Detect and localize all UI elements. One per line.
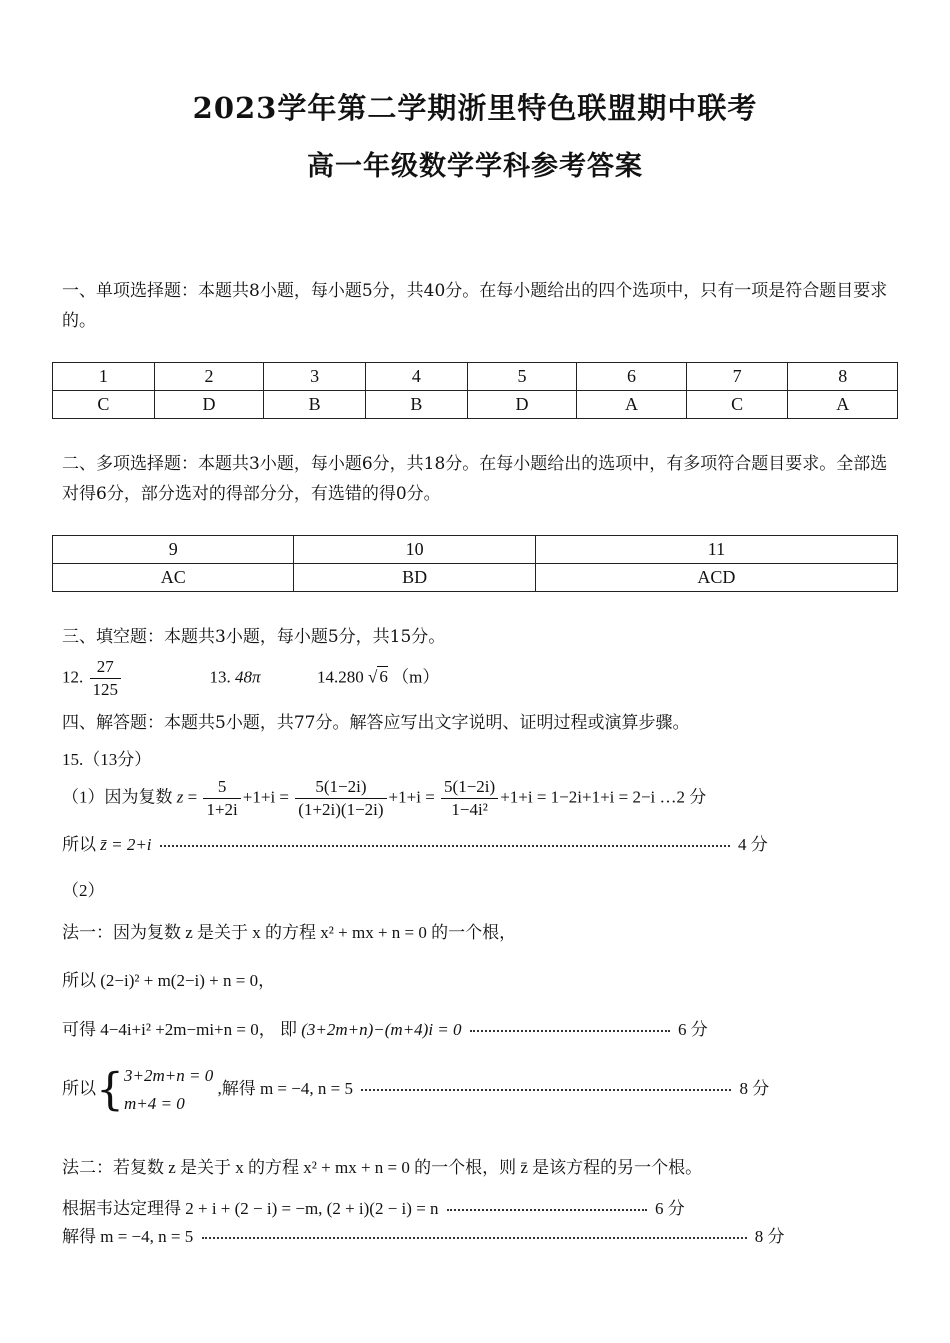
table-cell: C <box>53 391 155 419</box>
q12-fraction <box>90 656 122 701</box>
p1-conj-score: 4 分 <box>738 835 768 854</box>
table-cell: 11 <box>535 536 897 564</box>
table-cell: B <box>366 391 468 419</box>
section2-heading: 二、多项选择题：本题共3小题，每小题6分，共18分。在每小题给出的选项中，有多项符合题目要求。全部选对得6分，部分选对的得部分分，有选错的得0分。 <box>62 454 888 504</box>
table-cell: B <box>264 391 366 419</box>
table-cell: 5 <box>467 363 576 391</box>
fill-in-answers <box>62 656 439 701</box>
p1-conj: z̄ = 2+i <box>100 835 152 854</box>
m1-line3-score: 6 分 <box>678 1020 708 1039</box>
table-cell: BD <box>294 564 535 592</box>
table-cell: 2 <box>154 363 263 391</box>
section4-heading: 四、解答题：本题共5小题，共77分。解答应写出文字说明、证明过程或演算步骤。 <box>62 713 690 733</box>
sqrt-icon: √ <box>368 667 378 687</box>
m1-sys-score: 8 分 <box>739 1078 770 1098</box>
table-cell: C <box>686 391 788 419</box>
table-row-numbers <box>53 363 898 391</box>
section1-answer-table <box>52 362 898 419</box>
table-cell: 3 <box>264 363 366 391</box>
table-cell: D <box>154 391 263 419</box>
fraction: $\frac{5}{1+2i}$ <box>203 776 240 821</box>
leader-dots <box>202 1237 747 1239</box>
method1-line3 <box>62 1015 708 1040</box>
q14-label: 14. <box>317 667 339 687</box>
table-cell: D <box>467 391 576 419</box>
table-cell: 9 <box>53 536 294 564</box>
table-cell: 6 <box>577 363 686 391</box>
method2-line3 <box>62 1222 785 1247</box>
system-eq1: 3+2m+n = 0 <box>124 1066 214 1085</box>
table-cell: A <box>577 391 686 419</box>
q12-numerator: 27 <box>90 656 122 679</box>
q15-title: 15.（13分） <box>62 750 152 769</box>
p1-conj-label: 所以 <box>62 835 96 854</box>
section1-heading: 一、单项选择题：本题共8小题，每小题5分，共40分。在每小题给出的四个选项中，只有一项是符合题目要求的。 <box>62 281 888 331</box>
p1-intro: （1）因为复数 <box>62 787 173 807</box>
table-cell: AC <box>53 564 294 592</box>
leader-dots <box>470 1030 670 1032</box>
q14-unit: （m） <box>392 667 440 687</box>
m2-line3: 解得 m = −4, n = 5 <box>62 1227 194 1246</box>
table-cell: A <box>788 391 898 419</box>
part2-label: （2） <box>62 881 105 900</box>
method2-line1: 法二：若复数 z 是关于 x 的方程 x² + mx + n = 0 的一个根，则 z̄ 是该方程的另一个根。 <box>62 1158 703 1177</box>
method1-system <box>62 1062 769 1118</box>
section3-heading: 三、填空题：本题共3小题，每小题5分，共15分。 <box>62 627 446 647</box>
document-title: 2023学年第二学期浙里特色联盟期中联考 <box>192 91 758 125</box>
table-cell: 10 <box>294 536 535 564</box>
brace-icon: { <box>96 1064 124 1116</box>
section2-answer-table <box>52 535 898 592</box>
table-row-numbers <box>53 536 898 564</box>
fraction: $\frac{5(1-2i)}{(1+2i)(1-2i)}$ <box>295 776 386 821</box>
method2-line2 <box>62 1194 685 1219</box>
m1-line3b: (3+2m+n)−(m+4)i = 0 <box>301 1020 462 1039</box>
table-cell: 1 <box>53 363 155 391</box>
q12-denominator: 125 <box>92 680 118 699</box>
m1-line3a: 可得 4−4i+i² +2m−mi+n = 0， 即 <box>62 1020 297 1039</box>
m2-line2-score: 6 分 <box>655 1199 685 1218</box>
table-row-answers <box>53 564 898 592</box>
p1-score: …2 分 <box>659 787 707 807</box>
table-cell: 7 <box>686 363 788 391</box>
q15-part1-equation: （1）因为复数 z = $\frac{5}{1+2i}$ +1+i = $\frac{5(1-2i)}{(1+2i)(1-2i)}$ +1+i = $\frac{5(1-2i)}{\text{1−4i²}}$ +1+i = 1−2i+1+i = 2−i …2 分 <box>62 777 707 819</box>
table-cell: 4 <box>366 363 468 391</box>
table-cell: ACD <box>535 564 897 592</box>
m2-line2: 根据韦达定理得 2 + i + (2 − i) = −m, (2 + i)(2 − i) = n <box>62 1199 439 1218</box>
leader-dots <box>361 1089 731 1091</box>
q13-answer: 48π <box>235 667 261 687</box>
equation-system <box>124 1062 213 1118</box>
q13-label: 13. <box>209 667 231 687</box>
m1-sys-label: 所以 <box>62 1078 96 1098</box>
q12-label: 12. <box>62 667 84 687</box>
table-cell: 8 <box>788 363 898 391</box>
method1-line2: 所以 (2−i)² + m(2−i) + n = 0， <box>62 971 276 990</box>
fraction: $\frac{5(1-2i)}{\text{1−4i²}}$ <box>441 776 498 821</box>
q14-coefficient: 280 <box>338 667 364 687</box>
document-subtitle: 高一年级数学学科参考答案 <box>307 151 643 182</box>
q14-radicand: 6 <box>379 667 388 687</box>
m2-line3-score: 8 分 <box>754 1227 785 1246</box>
method1-line1: 法一：因为复数 z 是关于 x 的方程 x² + mx + n = 0 的一个根， <box>62 923 517 942</box>
p1-result: +1+i = 1−2i+1+i = 2−i <box>500 787 656 807</box>
table-row-answers <box>53 391 898 419</box>
leader-dots <box>447 1209 647 1211</box>
m1-sys-result: ,解得 m = −4, n = 5 <box>217 1078 353 1098</box>
system-eq2: m+4 = 0 <box>124 1094 185 1113</box>
q15-part1-conjugate <box>62 830 768 855</box>
leader-dots <box>160 845 730 847</box>
